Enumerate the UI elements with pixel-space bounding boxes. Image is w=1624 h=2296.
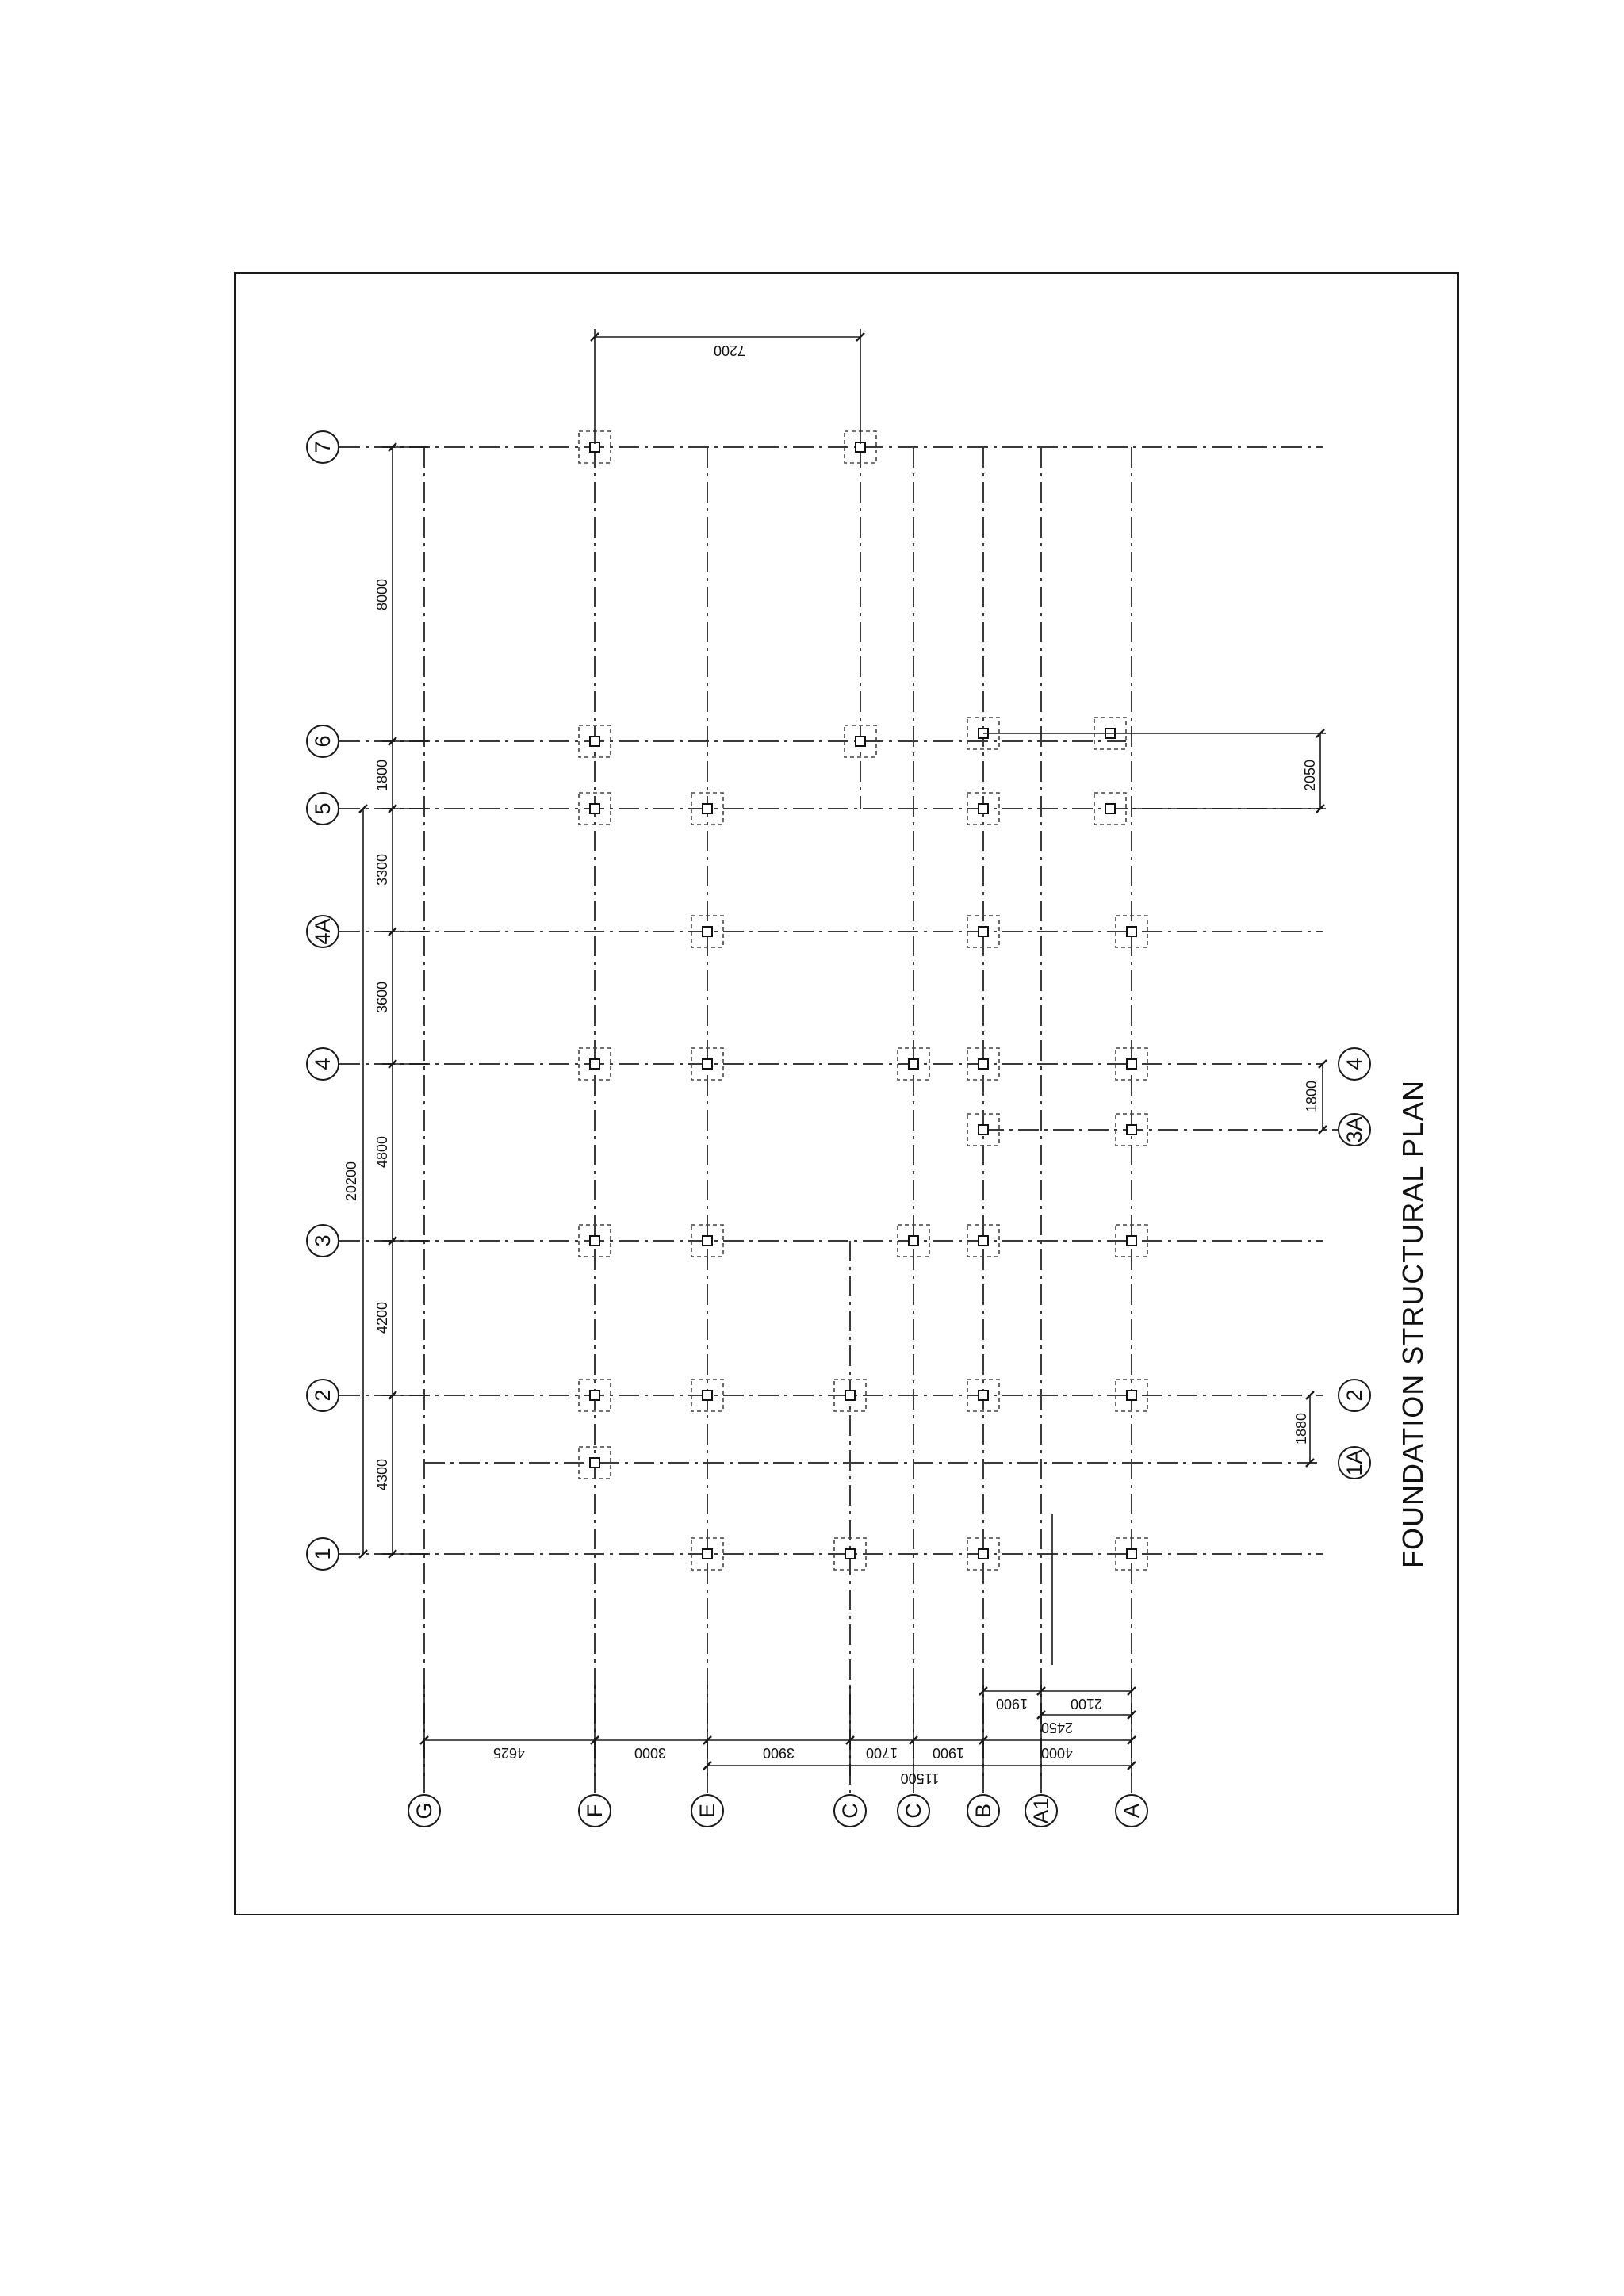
- column-square: [1105, 804, 1115, 813]
- column-square: [703, 1059, 712, 1069]
- svg-text:3A: 3A: [1342, 1116, 1366, 1143]
- column-square: [590, 1059, 599, 1069]
- drawing-title: FOUNDATION STRUCTURAL PLAN: [1396, 1079, 1429, 1569]
- right-dimension-labels: [1293, 760, 1320, 1445]
- top-dimension-labels: [343, 579, 390, 1490]
- svg-text:4A: 4A: [311, 918, 335, 945]
- column-square: [703, 804, 712, 813]
- column-square: [856, 737, 865, 746]
- column-square: [979, 1059, 988, 1069]
- svg-text:5: 5: [311, 802, 335, 815]
- column-square: [979, 1236, 988, 1246]
- column-square: [1127, 1549, 1136, 1559]
- grid-bubble-a1: [1025, 1795, 1057, 1827]
- dim-2450: 2450: [1040, 1720, 1074, 1735]
- grid-bubble-7: [307, 431, 339, 463]
- dim-3900: 3900: [762, 1745, 795, 1761]
- svg-text:A1: A1: [1029, 1797, 1053, 1824]
- dim-3600: 3600: [374, 981, 390, 1014]
- svg-text:4: 4: [1342, 1058, 1366, 1070]
- column-square: [703, 1236, 712, 1246]
- grid-bubble-3: [307, 1225, 339, 1257]
- svg-text:G: G: [412, 1802, 436, 1820]
- grid-bubble-4a: [307, 916, 339, 947]
- dim-1700: 1700: [865, 1745, 898, 1761]
- dim-1880: 1880: [1293, 1412, 1309, 1445]
- svg-text:3: 3: [311, 1234, 335, 1247]
- grid-bubble-2: [307, 1380, 339, 1411]
- drawing-border: [235, 273, 1458, 1915]
- column-square: [703, 1391, 712, 1400]
- top-grid-bubbles: [307, 431, 339, 1570]
- column-square: [1127, 1236, 1136, 1246]
- footings: [579, 431, 1147, 1570]
- grid-bubble-c: [834, 1795, 866, 1827]
- dim-7200: 7200: [713, 342, 746, 358]
- grid-bubble-4: [307, 1048, 339, 1080]
- dim-1800-top: 1800: [374, 759, 390, 792]
- column-square: [590, 1458, 599, 1468]
- column-square: [590, 737, 599, 746]
- column-square: [703, 927, 712, 936]
- column-square: [979, 927, 988, 936]
- dim-1900b: 1900: [995, 1696, 1028, 1712]
- dim-4800: 4800: [374, 1135, 390, 1169]
- column-square: [1127, 927, 1136, 936]
- dimension-lines: [359, 329, 1327, 1776]
- column-square: [979, 804, 988, 813]
- svg-text:7: 7: [311, 441, 335, 453]
- dim-20200: 20200: [343, 1161, 359, 1202]
- grid-bubble-2-right: [1339, 1380, 1370, 1411]
- grid-bubble-g: [408, 1795, 440, 1827]
- column-square: [590, 1236, 599, 1246]
- dim-8000: 8000: [374, 578, 390, 611]
- svg-text:B: B: [971, 1803, 995, 1819]
- dim-2050: 2050: [1302, 759, 1318, 792]
- svg-text:C: C: [902, 1803, 925, 1819]
- svg-text:F: F: [583, 1804, 607, 1818]
- column-square: [979, 1549, 988, 1559]
- column-square: [1127, 1059, 1136, 1069]
- column-square: [845, 1549, 855, 1559]
- right-grid-bubbles: [1339, 1048, 1370, 1479]
- column-square: [979, 1391, 988, 1400]
- letter-dimension-labels: [493, 1696, 1102, 1786]
- dim-4200: 4200: [374, 1301, 390, 1334]
- column-square: [909, 1236, 918, 1246]
- column-square: [703, 1549, 712, 1559]
- letter-grid-lines: [424, 447, 1132, 1795]
- column-square: [590, 1391, 599, 1400]
- grid-bubble-4-right: [1339, 1048, 1370, 1080]
- dim-4625: 4625: [492, 1745, 526, 1761]
- svg-text:1A: 1A: [1342, 1449, 1366, 1476]
- svg-text:6: 6: [311, 735, 335, 748]
- svg-text:1: 1: [311, 1548, 335, 1560]
- bottom-grid-bubbles: [408, 1795, 1147, 1827]
- number-grid-lines: [339, 447, 1339, 1554]
- column-square: [979, 1125, 988, 1135]
- svg-text:4: 4: [311, 1058, 335, 1070]
- dim-3300: 3300: [374, 853, 390, 886]
- grid-bubble-5: [307, 793, 339, 825]
- grid-bubble-b: [967, 1795, 999, 1827]
- column-square: [1127, 1125, 1136, 1135]
- dim-1800-right: 1800: [1304, 1080, 1320, 1113]
- dim-2100: 2100: [1070, 1696, 1103, 1712]
- grid-bubble-1a: [1339, 1447, 1370, 1479]
- grid-bubble-6: [307, 725, 339, 757]
- svg-text:C: C: [838, 1803, 862, 1819]
- svg-text:A: A: [1120, 1803, 1143, 1819]
- column-square: [845, 1391, 855, 1400]
- grid-bubble-3a: [1339, 1114, 1370, 1146]
- grid-bubble-e: [691, 1795, 723, 1827]
- column-square: [909, 1059, 918, 1069]
- column-square: [590, 804, 599, 813]
- svg-text:2: 2: [311, 1389, 335, 1402]
- grid-bubble-a: [1116, 1795, 1147, 1827]
- dim-4300: 4300: [374, 1458, 390, 1491]
- svg-text:E: E: [695, 1803, 719, 1819]
- dim-11500: 11500: [900, 1770, 940, 1786]
- dim-1900a: 1900: [932, 1745, 965, 1761]
- grid-bubble-f: [579, 1795, 611, 1827]
- dim-3000: 3000: [634, 1745, 667, 1761]
- dim-4000: 4000: [1040, 1745, 1074, 1761]
- column-square: [1127, 1391, 1136, 1400]
- grid-bubble-c2: [898, 1795, 929, 1827]
- grid-bubble-1: [307, 1538, 339, 1570]
- svg-text:2: 2: [1342, 1389, 1366, 1402]
